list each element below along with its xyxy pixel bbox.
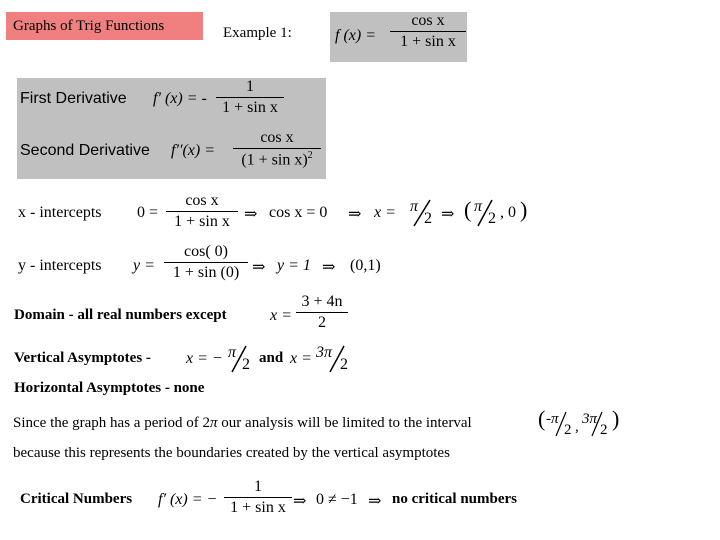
- first-derivative-label: First Derivative: [20, 90, 127, 107]
- x-intercepts-label: x - intercepts: [18, 204, 102, 221]
- fraction-bar: [233, 148, 321, 149]
- function-box: [330, 12, 467, 62]
- analysis-line1-end: our analysis will be limited to the interval: [217, 415, 472, 431]
- vertical-asymptote-eq2: x =: [290, 350, 312, 367]
- example-label: Example 1:: [223, 25, 292, 41]
- pi-over-2: [472, 196, 500, 230]
- and-text: and: [259, 350, 284, 366]
- implies-arrow: ⇒: [348, 206, 362, 223]
- critical-numerator: 1: [254, 478, 262, 495]
- domain-numerator: 3 + 4n: [301, 293, 343, 310]
- horizontal-asymptotes-label: Horizontal Asymptotes - none: [14, 380, 205, 396]
- second-derivative-fraction: [233, 129, 321, 169]
- critical-result: no critical numbers: [392, 491, 517, 507]
- domain-fraction: [296, 293, 348, 332]
- first-derivative-fraction: [216, 78, 284, 117]
- interval-open-paren: (: [538, 406, 546, 431]
- y-intercepts-step1: y = 1: [277, 257, 311, 274]
- pi-symbol: π: [474, 198, 483, 215]
- three-pi-symbol: 3π: [316, 344, 333, 361]
- interval: [538, 406, 622, 440]
- second-derivative-exponent: 2: [307, 150, 313, 161]
- implies-arrow: ⇒: [322, 259, 336, 276]
- interval-start-den: 2: [564, 422, 572, 438]
- function-numerator: cos x: [411, 12, 445, 29]
- second-derivative-denominator: [233, 150, 321, 169]
- fraction-bar: [216, 97, 284, 98]
- analysis-line1: [13, 415, 472, 432]
- function-lhs: f (x) =: [335, 27, 376, 44]
- y-intercepts-numerator: cos( 0): [184, 243, 228, 260]
- x-intercept-point: , 0: [500, 204, 516, 221]
- domain-label: Domain - all real numbers except: [14, 307, 227, 323]
- denominator-two: 2: [340, 356, 348, 373]
- first-derivative-numerator: 1: [246, 78, 254, 95]
- interval-start-num: -π: [546, 411, 559, 427]
- slash-icon: [538, 406, 622, 440]
- second-derivative-label: Second Derivative: [20, 142, 150, 159]
- interval-close-paren: ): [612, 406, 620, 431]
- y-intercepts-lhs: y =: [133, 257, 155, 274]
- implies-arrow: ⇒: [293, 493, 307, 510]
- critical-fraction: [224, 478, 292, 517]
- y-intercepts-denominator: 1 + sin (0): [172, 264, 240, 281]
- denominator-two: 2: [424, 210, 432, 227]
- vertical-asymptote-eq1: x = −: [186, 350, 223, 367]
- close-paren: ): [520, 197, 528, 222]
- critical-numbers-label: Critical Numbers: [20, 491, 133, 507]
- interval-end-den: 2: [600, 422, 608, 438]
- fraction-bar: [390, 31, 466, 32]
- x-intercepts-lhs: 0 =: [137, 204, 159, 221]
- open-paren: (: [464, 197, 472, 222]
- second-derivative-lhs: f′′(x) =: [171, 142, 215, 159]
- three-pi-over-2: [316, 342, 352, 376]
- y-intercept-point: (0,1): [350, 257, 381, 274]
- x-intercepts-step2: x =: [374, 204, 396, 221]
- analysis-line1-start: Since the graph has a period of 2: [13, 415, 211, 431]
- fraction-bar: [224, 497, 292, 498]
- fraction-bar: [164, 262, 248, 263]
- slash-icon: [408, 196, 438, 230]
- denominator-two: 2: [488, 210, 496, 227]
- analysis-line2: because this represents the boundaries created by the vertical asymptotes: [13, 445, 450, 461]
- y-intercepts-fraction: [164, 243, 248, 282]
- first-derivative-denominator: 1 + sin x: [222, 99, 278, 116]
- implies-arrow: ⇒: [441, 206, 455, 223]
- x-intercepts-numerator: cos x: [185, 192, 219, 209]
- second-derivative-numerator: cos x: [260, 129, 294, 146]
- denominator-two: 2: [242, 356, 250, 373]
- second-derivative-denominator-base: (1 + sin x): [241, 151, 308, 169]
- x-intercepts-step1: cos x = 0: [269, 204, 328, 221]
- implies-arrow: ⇒: [368, 493, 382, 510]
- pi-symbol: π: [410, 198, 419, 215]
- domain-lhs: x =: [270, 307, 292, 324]
- interval-end-num: 3π: [582, 411, 598, 427]
- pi-over-2: [408, 196, 438, 230]
- interval-separator: ,: [575, 419, 579, 435]
- implies-arrow: ⇒: [252, 259, 266, 276]
- pi-symbol: π: [210, 415, 218, 431]
- function-fraction: [390, 12, 466, 51]
- x-intercepts-fraction: [166, 192, 238, 231]
- page-title: Graphs of Trig Functions: [6, 12, 203, 40]
- implies-arrow: ⇒: [244, 206, 258, 223]
- critical-step: 0 ≠ −1: [316, 491, 358, 508]
- pi-over-2: [226, 342, 254, 376]
- function-denominator: 1 + sin x: [400, 33, 456, 50]
- pi-symbol: π: [228, 344, 237, 361]
- first-derivative-lhs: f′ (x) = -: [153, 90, 207, 107]
- fraction-bar: [296, 312, 348, 313]
- domain-denominator: 2: [318, 314, 326, 331]
- derivatives-box: [17, 78, 326, 179]
- critical-denominator: 1 + sin x: [230, 499, 286, 516]
- fraction-bar: [166, 211, 238, 212]
- critical-lhs: f′ (x) = −: [158, 491, 218, 508]
- y-intercepts-label: y - intercepts: [18, 257, 102, 274]
- x-intercepts-denominator: 1 + sin x: [174, 213, 230, 230]
- vertical-asymptotes-label: Vertical Asymptotes -: [14, 350, 151, 366]
